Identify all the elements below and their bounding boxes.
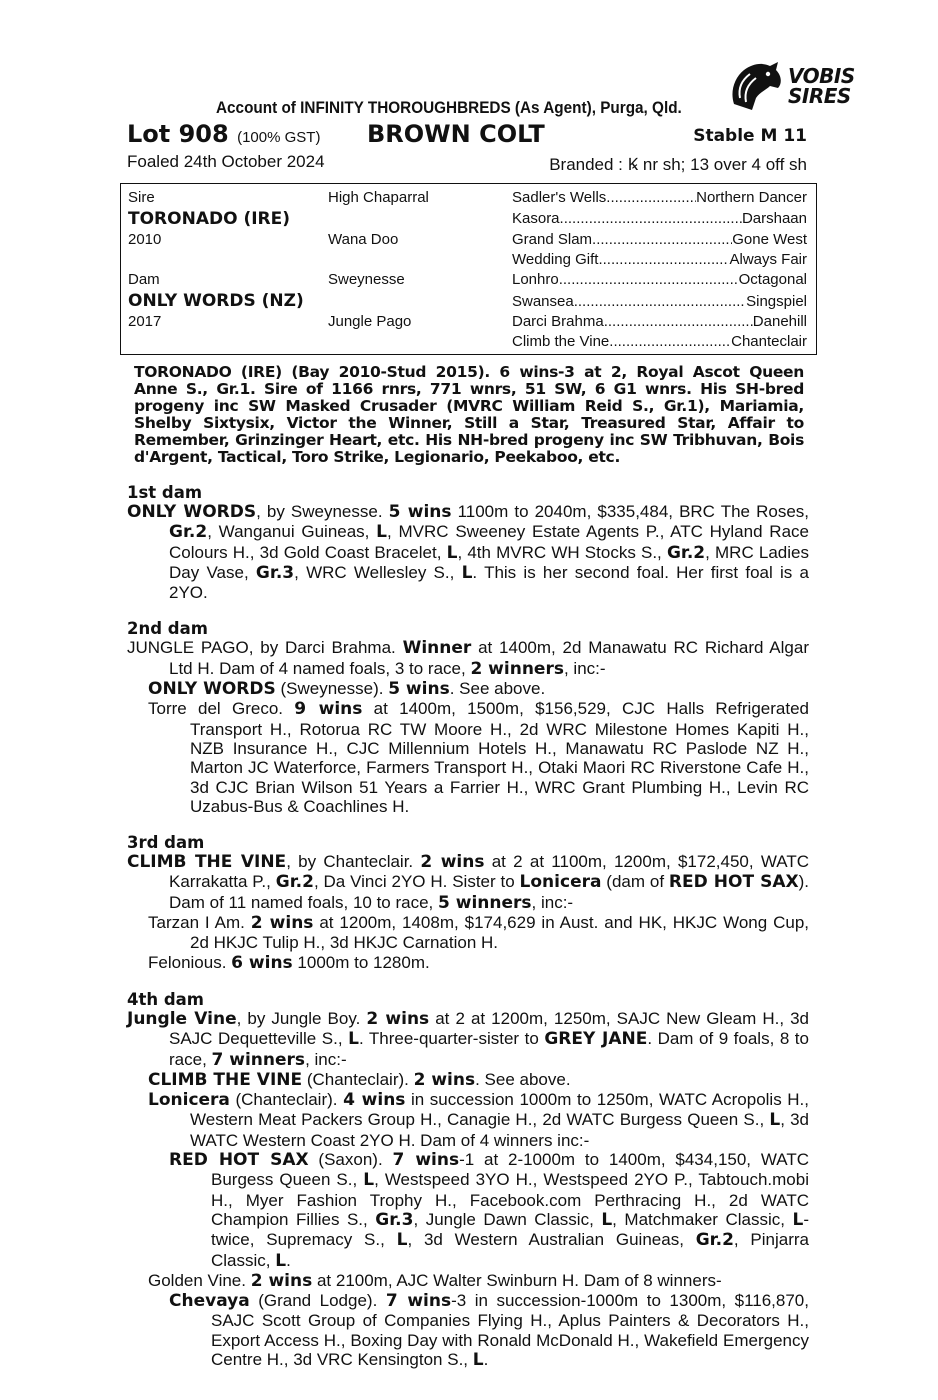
progeny-entry: Tarzan I Am. 2 wins at 1200m, 1408m, $174,629 in Aust. and HK, HKJC Wong Cup, 2d HKJC Tulip H., 3d HKJC Carnation H. — [148, 913, 809, 953]
ancestor-name: Kasora — [512, 210, 560, 227]
ancestor-row — [512, 231, 807, 248]
progeny-entry: ONLY WORDS (Sweynesse). 5 wins. See above. — [148, 679, 546, 700]
ancestor-row — [512, 271, 807, 288]
lot-label: Lot 908 — [127, 120, 229, 148]
ancestor-sire: Chanteclair — [731, 333, 807, 350]
progeny-entry: Chevaya (Grand Lodge). 7 wins-3 in succession-1000m to 1300m, $116,870, SAJC Scott Group of Companies Flying H., Aplus Painters & Decorators H., Export Access H., Boxing Day with Ronald McDonald H., Wakefield Emergency Centre H., 3d VRC Kensington S., L. — [169, 1291, 809, 1370]
ancestor-row — [512, 333, 807, 350]
progeny-entry: Torre del Greco. 9 wins at 1400m, 1500m, $156,529, CJC Halls Refrigerated Transport H., Rotorua RC TW Moore H., 2d WRC Milestone Homes Kapiti H., NZB Insurance H., CJC Millennium Hotels H., Manawatu RC Paslode NZ H., Marton JC Waterforce, Farmers Transport H., Otaki Maori RC Riverstone Cafe H., 3d CJC Brian Wilson 51 Years a Farrier H., WRC Grant Plumbing H., Levin RC Uzabus-Bus & Coachlines H. — [148, 699, 809, 816]
ancestor-sire: Always Fair — [729, 251, 807, 268]
gst-note: (100% GST) — [237, 129, 321, 146]
lot-number — [127, 120, 320, 148]
pedigree-table — [120, 183, 817, 355]
dam-lines — [127, 483, 809, 1387]
dam-dam: Jungle Pago — [328, 313, 412, 330]
ancestor-row — [512, 189, 807, 206]
progeny-entry: CLIMB THE VINE (Chanteclair). 2 wins. See above. — [148, 1069, 571, 1090]
ancestor-row — [512, 251, 807, 268]
section-heading: 2nd dam — [127, 619, 208, 639]
third-dam-section — [127, 833, 809, 973]
sire-year: 2010 — [128, 231, 162, 248]
ancestor-sire: Singspiel — [746, 293, 807, 310]
vendor-account: Account of INFINITY THOROUGHBREDS (As Agent), Purga, Qld. — [216, 98, 682, 117]
ancestor-name: Swansea — [512, 293, 574, 310]
dam-paragraph: Jungle Vine, by Jungle Boy. 2 wins at 2 at 1200m, 1250m, SAJC New Gleam H., 3d SAJC Dequetteville S., L. Three-quarter-sister to GREY JANE. Dam of 9 foals, 8 to race, 7 winners, inc:- — [127, 1008, 809, 1070]
ancestor-name: Wedding Gift — [512, 251, 599, 268]
horse-head-icon — [726, 58, 786, 114]
ancestor-sire: Octagonal — [738, 271, 807, 288]
section-heading: 3rd dam — [127, 833, 205, 853]
sire-dam: Wana Doo — [328, 231, 399, 248]
brand-info: Branded : Ꝃ nr sh; 13 over 4 off sh — [549, 155, 807, 174]
ancestor-name: Lonhro — [512, 271, 559, 288]
ancestor-sire: Danehill — [752, 313, 807, 330]
ancestor-sire: Gone West — [732, 231, 807, 248]
ancestor-sire: Darshaan — [741, 210, 807, 227]
progeny-entry: Golden Vine. 2 wins at 2100m, AJC Walter Swinburn H. Dam of 8 winners- — [148, 1270, 722, 1291]
progeny-entry: Felonious. 6 wins 1000m to 1280m. — [148, 952, 430, 973]
sire-label: Sire — [128, 189, 155, 206]
dam-year: 2017 — [128, 313, 162, 330]
sire-summary: TORONADO (IRE) (Bay 2010-Stud 2015). 6 wins-3 at 2, Royal Ascot Queen Anne S., Gr.1. Sire of 1166 rnrs, 771 wnrs, 51 SW, 6 G1 wnrs. His SH-bred progeny inc SW Masked Crusader (MVRC William Reid S., Gr.1), Mariamia, Shelby Sixtysix, Victor the Winner, Still a Star, Treasured Star, Affair to Remember, Grinzinger Heart, etc. His NH-bred progeny inc SW Tribhuvan, Bois d'Argent, Tactical, Toro Strike, Legionario, Peekaboo, etc. — [134, 363, 804, 466]
ancestor-name: Climb the Vine — [512, 333, 610, 350]
progeny-entry: Lonicera (Chanteclair). 4 wins in succession 1000m to 1250m, WATC Acropolis H., Western Meat Packers Group H., Canagie H., 2d WATC Burgess Queen S., L, 3d WATC Western Coast 2YO H. Dam of 4 winners inc:- — [148, 1090, 810, 1150]
ancestor-row — [512, 313, 807, 330]
ancestor-name: Darci Brahma — [512, 313, 604, 330]
logo-text-vobis: VOBIS — [788, 64, 855, 88]
second-dam-section — [127, 619, 809, 816]
foaled-date: Foaled 24th October 2024 — [127, 152, 325, 171]
fourth-dam-section — [127, 990, 809, 1370]
lot-title: BROWN COLT — [367, 120, 545, 148]
stable-number: Stable M 11 — [693, 126, 807, 146]
lot-header — [127, 120, 807, 150]
ancestor-sire: Northern Dancer — [696, 189, 807, 206]
dam-sire: Sweynesse — [328, 271, 405, 288]
ancestor-name: Sadler's Wells — [512, 189, 607, 206]
dam-paragraph: ONLY WORDS, by Sweynesse. 5 wins 1100m to 2040m, $335,484, BRC The Roses, Gr.2, Wanganui Guineas, L, MVRC Sweeney Estate Agents P., ATC Hyland Race Colours H., 3d Gold Coast Bracelet, L, 4th MVRC WH Stocks S., Gr.2, MRC Ladies Day Vase, Gr.3, WRC Wellesley S., L. This is her second foal. Her first foal is a 2YO. — [127, 502, 809, 603]
first-dam-section — [127, 483, 809, 602]
sire-name: TORONADO (IRE) — [128, 209, 291, 229]
dam-label: Dam — [128, 271, 160, 288]
sire-sire: High Chaparral — [328, 189, 429, 206]
section-heading: 1st dam — [127, 483, 203, 502]
progeny-entry: RED HOT SAX (Saxon). 7 wins-1 at 2-1000m to 1400m, $434,150, WATC Burgess Queen S., L, Westspeed 3YO H., Westspeed 2YO P., Tabtouch.mobi H., Myer Fashion Trophy H., Facebook.com Perthracing H., 2d WATC Champion Fillies S., Gr.3, Jungle Dawn Classic, L, Matchmaker Classic, L-twice, Supremacy S., L, 3d Western Australian Guineas, Gr.2, Pinjarra Classic, L. — [169, 1150, 809, 1271]
dam-name: ONLY WORDS (NZ) — [128, 291, 304, 311]
section-heading: 4th dam — [127, 989, 204, 1009]
ancestor-row — [512, 210, 807, 227]
dam-paragraph: CLIMB THE VINE, by Chanteclair. 2 wins at 2 at 1100m, 1200m, $172,450, WATC Karrakatta P., Gr.2, Da Vinci 2YO H. Sister to Lonicera (dam of RED HOT SAX). Dam of 11 named foals, 10 to race, 5 winners, inc:- — [127, 852, 810, 913]
logo-text-sires: SIRES — [788, 84, 851, 108]
ancestor-row — [512, 293, 807, 310]
ancestor-name: Grand Slam — [512, 231, 593, 248]
vobis-sires-logo — [726, 58, 866, 114]
dam-paragraph: JUNGLE PAGO, by Darci Brahma. Winner at 1400m, 2d Manawatu RC Richard Algar Ltd H. Dam of 4 named foals, 3 to race, 2 winners, inc:- — [127, 638, 809, 679]
